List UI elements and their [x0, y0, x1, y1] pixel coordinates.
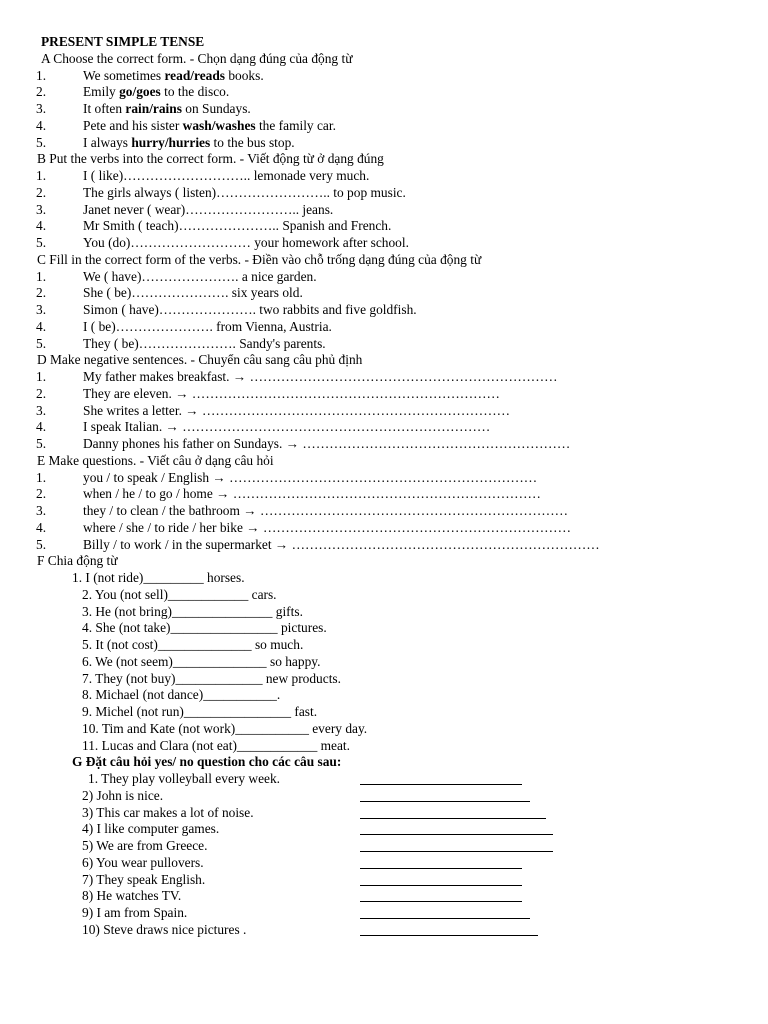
section-c-item — [36, 269, 756, 286]
answer-line — [360, 935, 538, 936]
section-a-heading: A Choose the correct form. - Chọn dạng đúng của động từ — [41, 50, 353, 66]
item-text: 2) John is nice. — [82, 787, 164, 803]
section-f-item: 5. It (not cost)______________ so much. — [82, 637, 304, 652]
section-e-heading: E Make questions. - Viết câu ở dạng câu hỏi — [37, 452, 274, 468]
item-text: 5) We are from Greece. — [82, 838, 208, 853]
verb-choice: rain/rains — [125, 101, 182, 116]
section-c-item — [36, 336, 756, 353]
item-text: when / he / to go / home → …………………………………………………………… — [83, 486, 541, 502]
section-d-item — [36, 436, 756, 453]
item-text: It often — [83, 101, 126, 116]
section-f-item: 10. Tim and Kate (not work)___________ every day. — [82, 720, 368, 736]
section-f-heading: F Chia động từ — [37, 553, 118, 569]
section-b-item — [36, 185, 756, 202]
item-text: She ( be)…………………. six years old. — [83, 285, 303, 301]
section-g-item — [36, 922, 756, 939]
answer-line — [360, 801, 530, 802]
answer-line — [360, 784, 522, 785]
section-g-item — [36, 788, 756, 805]
section-f-item: 6. We (not seem)______________ so happy. — [82, 653, 321, 669]
answer-line — [360, 868, 522, 869]
item-text: The girls always ( listen)…………………….. to pop music. — [83, 184, 406, 200]
section-f-item: 9. Michel (not run)________________ fast. — [82, 704, 318, 719]
item-number: 1. — [36, 168, 47, 183]
verb-choice: wash/washes — [182, 117, 256, 133]
item-text: They ( be)…………………. Sandy's parents. — [83, 335, 326, 351]
item-text: I always — [83, 134, 132, 150]
item-number: 2. — [36, 285, 47, 301]
section-f-item: 8. Michael (not dance)___________. — [82, 687, 281, 703]
section-b-item — [36, 218, 756, 235]
item-text: You (do)……………………… your homework after school. — [83, 235, 409, 250]
section-g-item — [36, 888, 756, 905]
section-f-item: 1. I (not ride)_________ horses. — [72, 570, 245, 585]
item-number: 4. — [36, 519, 47, 535]
section-f-item: 3. He (not bring)_______________ gifts. — [82, 603, 303, 619]
item-text: where / she / to ride / her bike → …………………………………………………………… — [83, 519, 571, 535]
item-number: 1. — [36, 268, 47, 284]
item-number: 4. — [36, 218, 47, 234]
section-d-heading: D Make negative sentences. - Chuyển câu sang câu phủ định — [37, 352, 363, 368]
page-title: PRESENT SIMPLE TENSE — [41, 34, 205, 49]
worksheet — [36, 34, 756, 939]
section-b-item — [36, 168, 756, 185]
section-g-item — [36, 805, 756, 822]
item-number: 3. — [36, 201, 47, 217]
item-text: My father makes breakfast. → …………………………………………………………… — [83, 369, 558, 384]
section-e-item — [36, 470, 756, 487]
item-text: Billy / to work / in the supermarket → …………………………………………………………… — [83, 536, 600, 552]
item-number: 5. — [36, 335, 47, 351]
section-g-item — [36, 872, 756, 889]
answer-line — [360, 851, 553, 852]
section-a-item — [36, 68, 756, 85]
section-e-item — [36, 537, 756, 554]
section-f-item: 2. You (not sell)____________ cars. — [82, 586, 277, 602]
section-a-item — [36, 135, 756, 152]
answer-line — [360, 834, 553, 835]
item-text: I speak Italian. → …………………………………………………………… — [83, 419, 491, 435]
section-e-item — [36, 486, 756, 503]
item-text: 3) This car makes a lot of noise. — [82, 804, 254, 820]
item-text: Simon ( have)…………………. two rabbits and five goldfish. — [83, 302, 417, 317]
item-number: 5. — [36, 436, 47, 451]
item-text: 9) I am from Spain. — [82, 905, 188, 920]
answer-line — [360, 901, 522, 902]
item-number: 1. — [36, 67, 47, 83]
section-d-item — [36, 403, 756, 420]
item-number: 5. — [36, 134, 47, 150]
verb-choice: go/goes — [119, 84, 161, 100]
item-number: 3. — [36, 101, 47, 116]
item-text: They are eleven. → …………………………………………………………… — [83, 385, 500, 401]
answer-line — [360, 918, 530, 919]
section-g-item — [36, 855, 756, 872]
section-d-item — [36, 369, 756, 386]
answer-line — [360, 885, 522, 886]
section-g-heading: G Đặt câu hỏi yes/ no question cho các câu sau: — [72, 754, 342, 770]
section-e-item — [36, 503, 756, 520]
item-number: 5. — [36, 536, 47, 552]
section-c-item — [36, 302, 756, 319]
section-e-item — [36, 520, 756, 537]
section-c-item — [36, 285, 756, 302]
verb-choice: read/reads — [164, 67, 225, 83]
item-number: 4. — [36, 419, 47, 435]
item-text: She writes a letter. → …………………………………………………………… — [83, 402, 510, 418]
item-text: to the bus stop. — [210, 134, 295, 150]
item-number: 5. — [36, 235, 47, 250]
section-g-item — [36, 905, 756, 922]
item-number: 3. — [36, 302, 47, 317]
item-text: 7) They speak English. — [82, 871, 206, 887]
section-b-heading: B Put the verbs into the correct form. - Viết động từ ở dạng đúng — [37, 151, 384, 167]
section-g-item — [36, 838, 756, 855]
item-number: 2. — [36, 385, 47, 401]
item-text: books. — [225, 67, 264, 83]
item-text: 8) He watches TV. — [82, 888, 182, 904]
item-text: Danny phones his father on Sundays. → …………………………………………………… — [83, 436, 571, 451]
section-a-item — [36, 118, 756, 135]
section-d-item — [36, 386, 756, 403]
item-number: 1. — [36, 369, 47, 384]
section-f-item: 4. She (not take)________________ pictures. — [82, 620, 327, 636]
item-text: you / to speak / English → …………………………………………………………… — [83, 469, 538, 485]
item-text: to the disco. — [160, 84, 230, 100]
section-c-heading: C Fill in the correct form of the verbs. - Điền vào chỗ trống dạng đúng của động từ — [37, 251, 482, 267]
item-text: the family car. — [255, 117, 336, 133]
section-g-item — [36, 821, 756, 838]
section-a-item — [36, 84, 756, 101]
item-text: they / to clean / the bathroom → …………………………………………………………… — [83, 503, 568, 518]
item-text: 6) You wear pullovers. — [82, 854, 204, 870]
section-d-item — [36, 419, 756, 436]
verb-choice: hurry/hurries — [131, 134, 211, 150]
item-text: Mr Smith ( teach)………………….. Spanish and French. — [83, 218, 392, 234]
item-text: I ( like)……………………….. lemonade very much. — [83, 168, 370, 183]
item-text: Emily — [83, 84, 120, 100]
item-text: We ( have)…………………. a nice garden. — [83, 268, 317, 284]
item-number: 2. — [36, 486, 47, 502]
item-number: 2. — [36, 184, 47, 200]
item-number: 4. — [36, 318, 47, 334]
item-text: on Sundays. — [181, 101, 251, 116]
item-text: 4) I like computer games. — [82, 821, 220, 837]
item-text: I ( be)…………………. from Vienna, Austria. — [83, 318, 332, 334]
section-f-item: 11. Lucas and Clara (not eat)____________ meat. — [82, 737, 350, 753]
item-text: 10) Steve draws nice pictures . — [82, 921, 247, 937]
section-c-item — [36, 319, 756, 336]
answer-line — [360, 818, 546, 819]
section-a-item — [36, 101, 756, 118]
section-b-item — [36, 202, 756, 219]
item-text: 1. They play volleyball every week. — [88, 771, 280, 786]
item-number: 3. — [36, 402, 47, 418]
item-text: Pete and his sister — [83, 117, 183, 133]
section-b-item — [36, 235, 756, 252]
section-g-item — [36, 771, 756, 788]
item-number: 1. — [36, 469, 47, 485]
section-f-item: 7. They (not buy)_____________ new products. — [82, 670, 341, 686]
item-text: We sometimes — [83, 67, 165, 83]
item-number: 4. — [36, 117, 47, 133]
item-number: 2. — [36, 84, 47, 100]
item-text: Janet never ( wear)…………………….. jeans. — [83, 201, 334, 217]
item-number: 3. — [36, 503, 47, 518]
